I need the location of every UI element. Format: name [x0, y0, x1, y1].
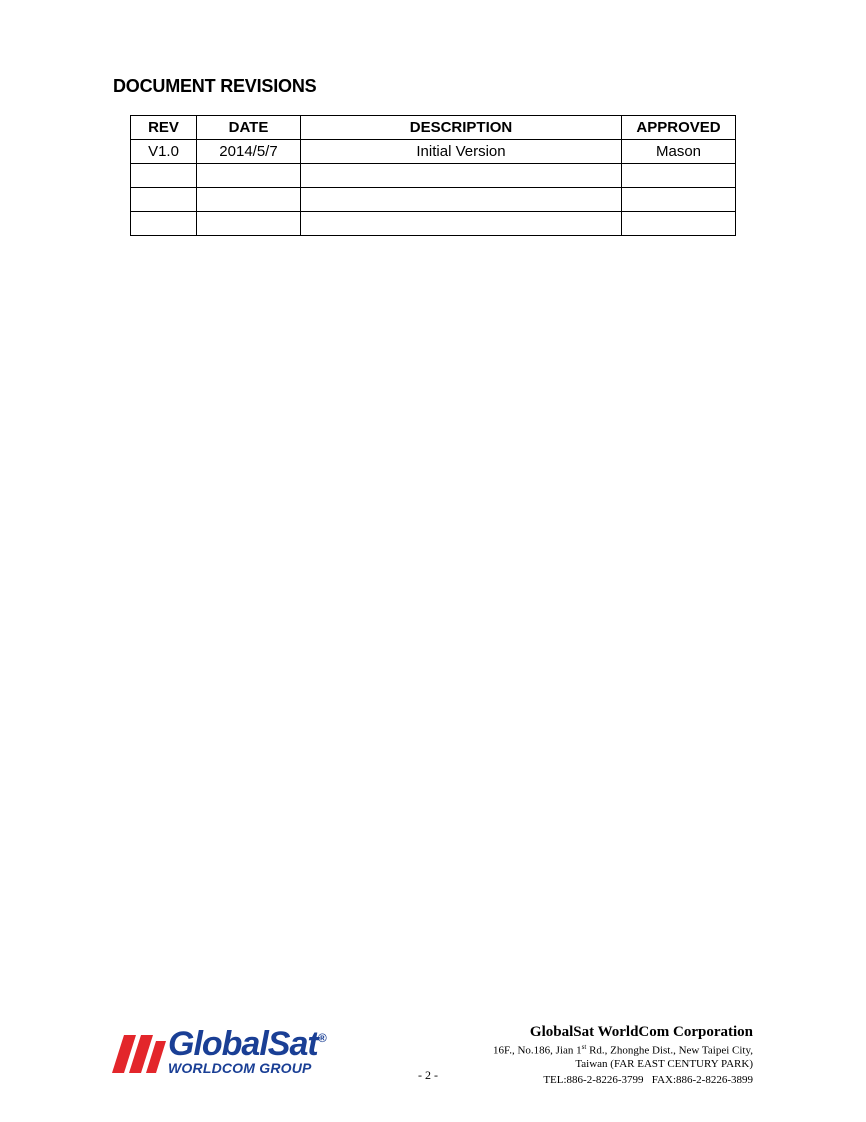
table-row — [131, 164, 736, 188]
cell-description — [301, 188, 622, 212]
company-name: GlobalSat WorldCom Corporation — [529, 1024, 753, 1040]
cell-rev — [131, 212, 197, 236]
company-fax: FAX:886-2-8226-3899 — [651, 1073, 753, 1086]
table-row — [131, 188, 736, 212]
table-header-row — [131, 116, 736, 140]
company-contact — [493, 1073, 753, 1087]
header-description: DESCRIPTION — [301, 116, 622, 140]
header-approved: APPROVED — [622, 116, 736, 140]
cell-approved — [622, 188, 736, 212]
cell-date — [197, 212, 301, 236]
cell-approved: Mason — [622, 140, 736, 164]
cell-date — [197, 164, 301, 188]
cell-description — [301, 212, 622, 236]
cell-date — [197, 188, 301, 212]
logo-tagline: WORLDCOM GROUP — [168, 1060, 312, 1076]
cell-rev — [131, 188, 197, 212]
globalsat-mark-icon — [110, 1031, 168, 1075]
table-row — [131, 140, 736, 164]
company-address-line2: Taiwan (FAR EAST CENTURY PARK) — [575, 1057, 753, 1070]
cell-description — [301, 164, 622, 188]
page-title: DOCUMENT REVISIONS — [113, 76, 317, 96]
cell-date: 2014/5/7 — [197, 140, 301, 164]
cell-approved — [622, 212, 736, 236]
cell-rev — [131, 164, 197, 188]
revision-table — [130, 115, 736, 236]
table-row — [131, 212, 736, 236]
cell-approved — [622, 164, 736, 188]
cell-description: Initial Version — [301, 140, 622, 164]
page-number: - 2 - — [418, 1068, 438, 1082]
logo-wordmark: GlobalSat® — [168, 1025, 326, 1063]
header-rev: REV — [131, 116, 197, 140]
company-tel: TEL:886-2-8226-3799 — [543, 1073, 644, 1086]
cell-rev: V1.0 — [131, 140, 197, 164]
header-date: DATE — [197, 116, 301, 140]
company-info — [493, 1023, 753, 1087]
globalsat-logo — [110, 1025, 350, 1077]
company-address-line1: 16F., No.186, Jian 1st Rd., Zhonghe Dist., New Taipei City, — [493, 1043, 753, 1057]
